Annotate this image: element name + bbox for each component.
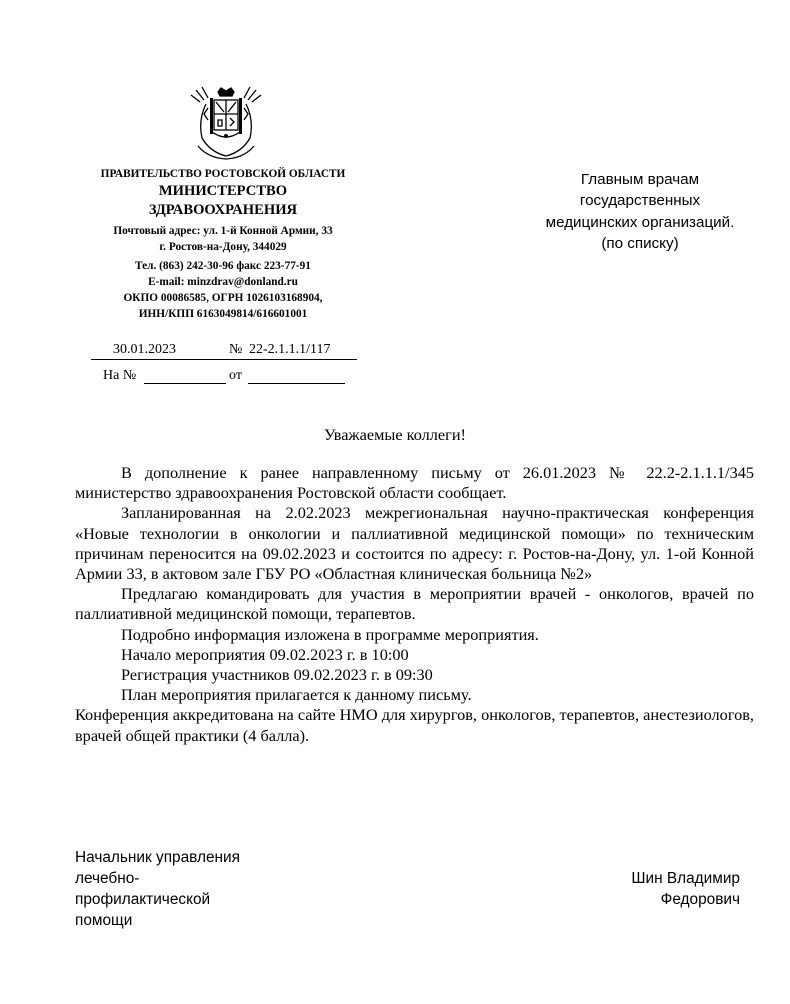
position-line: лечебно- [75,869,140,887]
letter-date: 30.01.2023 [113,342,176,357]
org-title: ПРАВИТЕЛЬСТВО РОСТОВСКОЙ ОБЛАСТИ [100,168,346,180]
ministry-title-line2: ЗДРАВООХРАНЕНИЯ [148,202,298,218]
body-paragraph: План мероприятия прилагается к данному письму. [121,685,472,705]
reference-date-blank [248,383,345,384]
reference-from-label: от [229,368,242,383]
reference-number-blank [144,383,226,384]
addressee-line: (по списку) [601,234,679,252]
body-paragraph: Запланированная на 2.02.2023 межрегиональная научно-практическая конференция «Новые технологии в онкологии и паллиативной медицинской помощи» по техническим причинам переносится на 09.02.2023 и состоится по адресу: г. Ростов-на-Дону, ул. 1-ой Конной Армии 33, в актовом зале ГБУ РО «Областная клиническая больница №2» [75,503,754,584]
inn-kpp: ИНН/КПП 6163049814/616601001 [138,307,308,320]
registration-line [91,342,357,360]
addressee [520,169,760,254]
addressee-line: медицинских организаций. [545,213,735,231]
phone-fax: Тел. (863) 242-30-96 факс 223-77-91 [135,260,311,273]
letter-body [75,463,754,746]
city-address: г. Ростов-на-Дону, 344029 [159,240,287,253]
body-paragraph: Подробно информация изложена в программе мероприятия. [121,624,539,644]
ministry-title-line1: МИНИСТЕРСТВО [158,183,288,199]
signatory-position [75,848,315,932]
coat-of-arms-icon [188,86,264,160]
addressee-line: государственных [579,192,701,210]
position-line: профилактической [75,890,211,908]
postal-address: Почтовый адрес: ул. 1-й Конной Армии, 33 [113,225,333,237]
greeting: Уважаемые коллеги! [324,425,466,444]
body-paragraph: Регистрация участников 09.02.2023 г. в 09:30 [121,665,433,685]
addressee-line: Главным врачам [580,171,700,188]
letter-number: 22-2.1.1.1/117 [249,342,331,357]
body-paragraph: В дополнение к ранее направленному письму от 26.01.2023 № 22.2-2.1.1.1/345 министерство здравоохранения Ростовской области сообщает. [75,463,754,503]
name-line: Шин Владимир [631,870,740,887]
okpo-ogrn: ОКПО 00086585, ОГРН 1026103168904, [123,291,323,304]
reference-label: На № [103,368,137,383]
signatory-name [560,869,740,911]
position-line: Начальник управления [75,849,240,866]
name-line: Федорович [660,890,740,908]
reference-line [103,368,345,386]
body-paragraph: Конференция аккредитована на сайте НМО для хирургов, онкологов, терапевтов, анестезиологов, врачей общей практики (4 балла). [75,705,754,745]
body-paragraph: Предлагаю командировать для участия в мероприятии врачей - онкологов, врачей по паллиативной медицинской помощи, терапевтов. [75,584,754,624]
position-line: помощи [75,911,133,929]
letterhead [70,166,376,322]
number-label: № [229,342,243,357]
email: E-mail: minzdrav@donland.ru [148,276,298,289]
body-paragraph: Начало мероприятия 09.02.2023 г. в 10:00 [121,644,409,664]
